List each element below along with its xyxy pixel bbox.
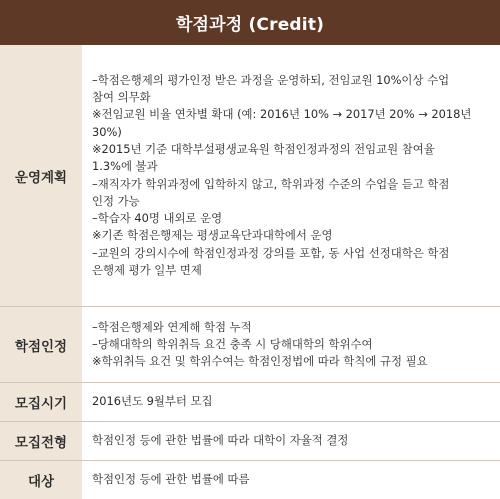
- content-line: 인정 가능: [92, 193, 140, 208]
- content-line: ※2015년 기준 대학부설평생교육원 학점인정과정의 전임교원 참여율: [92, 141, 435, 156]
- row-label: 학점인정: [0, 307, 82, 382]
- row-label: 운영계획: [0, 45, 82, 306]
- content-line: ※학위취득 요건 및 학위수여는 학점인정법에 따라 학칙에 규정 필요: [92, 354, 428, 369]
- content-line: 학점인정 등에 관한 법률에 따름: [92, 472, 250, 487]
- content-line: –교원의 강의시수에 학점인정과정 강의를 포함, 동 사업 선정대학은 학점: [92, 245, 450, 260]
- row-content: [82, 422, 500, 460]
- table-row-admission-type: [0, 422, 500, 461]
- content-line: 2016년도 9월부터 모집: [92, 394, 213, 409]
- content-line: 참여 의무화: [92, 90, 151, 105]
- table-row-credit-recognition: [0, 307, 500, 383]
- table-row-recruitment-period: [0, 383, 500, 422]
- content-line: ※전임교원 비율 연차별 확대 (예: 2016년 10% → 2017년 20% → 2018년: [92, 107, 472, 122]
- content-line: –당해대학의 학위취득 요건 충족 시 당해대학의 학위수여: [92, 336, 373, 351]
- content-line: 1.3%에 불과: [92, 159, 158, 174]
- content-line: –재직자가 학위과정에 입학하지 않고, 학위과정 수준의 수업을 듣고 학점: [92, 176, 450, 191]
- content-line: –학습자 40명 내외로 운영: [92, 211, 223, 226]
- content-line: 학점인정 등에 관한 법률에 따라 대학이 자율적 결정: [92, 433, 349, 448]
- content-line: –학점은행제의 평가인정 받은 과정을 운영하되, 전임교원 10%이상 수업: [92, 72, 450, 87]
- table-row-operation-plan: [0, 45, 500, 307]
- content-line: 은행제 평가 일부 면제: [92, 262, 202, 277]
- row-label: 모집시기: [0, 383, 82, 421]
- content-line: –학점은행제와 연계해 학점 누적: [92, 319, 252, 334]
- content-line: 30%): [92, 124, 122, 139]
- table-row-target: [0, 461, 500, 499]
- content-line: ※기존 학점은행제는 평생교육단과대학에서 운영: [92, 228, 333, 243]
- row-label: 모집전형: [0, 422, 82, 460]
- row-content: [82, 45, 500, 306]
- table-title: 학점과정 (Credit): [0, 0, 500, 45]
- row-content: [82, 461, 500, 499]
- row-label: 대상: [0, 461, 82, 499]
- row-content: [82, 383, 500, 421]
- row-content: [82, 307, 500, 382]
